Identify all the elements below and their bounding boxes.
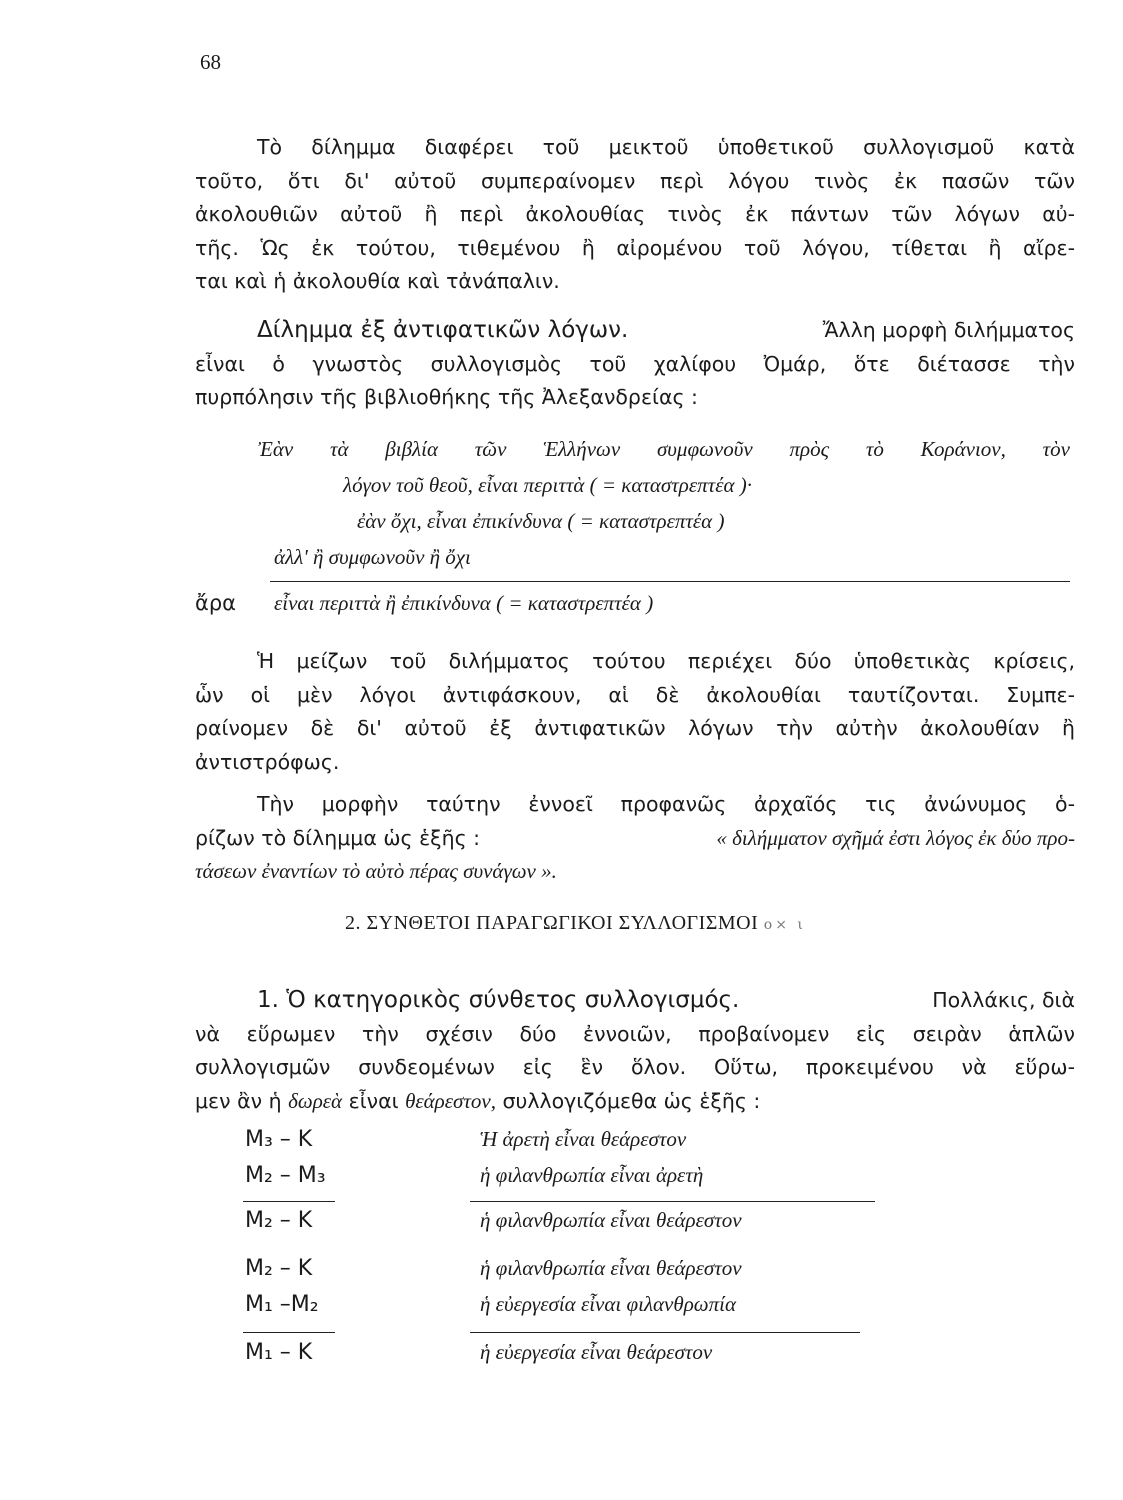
quote-fragment: « διλήμματον σχῆμά ἐστι λόγος ἐκ δύο προ- (716, 825, 1075, 850)
section-heading (345, 912, 806, 935)
inline-heading (257, 984, 739, 1018)
chain-formula: M₁ –M₂ (245, 1292, 319, 1317)
text-line: ἀντιστρόφως. (195, 749, 340, 774)
text-line: ραίνομεν δὲ δι' αὐτοῦ ἐξ ἀντιφατικῶν λόγων τὴν αὐτὴν ἀκολουθίαν ἢ (195, 716, 1075, 740)
chain-divider (243, 1332, 335, 1333)
paragraph-categorical-compound (195, 984, 1075, 1118)
text-line: νὰ εὕρωμεν τὴν σχέσιν δύο ἐννοιῶν, προβαίνομεν εἰς σειρὰν ἁπλῶν (195, 1021, 1075, 1046)
chain-formula: M₂ – M₃ (245, 1163, 326, 1188)
text-fragment: Πολλάκις, διὰ (932, 988, 1075, 1012)
paragraph-dilemma-difference (195, 131, 1075, 299)
chain-formula: M₂ – K (245, 1208, 313, 1233)
syllogism-line: ἀλλ' ἢ συμφωνοῦν ἢ ὄχι (274, 545, 471, 569)
text-line (195, 314, 1075, 348)
chain-formula: M₁ – K (245, 1340, 313, 1365)
text-line: πυρπόλησιν τῆς βιβλιοθήκης τῆς Ἀλεξανδρείας : (195, 385, 698, 409)
text-line: Τὴν μορφὴν ταύτην ἐννοεῖ προφανῶς ἀρχαῖός τις ἀνώνυμος ὁ- (257, 792, 1075, 816)
syllogism-line: ἐὰν ὄχι, εἶναι ἐπικίνδυνα ( = καταστρεπτέα ) (357, 509, 725, 533)
syllogism-divider (270, 581, 1070, 582)
syllogism-conclusion: εἶναι περιττὰ ἢ ἐπικίνδυνα ( = καταστρεπτέα ) (274, 591, 654, 615)
paragraph-major-premise (195, 645, 1075, 779)
chain-divider (243, 1201, 335, 1202)
conclusion-prefix: ἄρα (195, 591, 237, 615)
chain-statement: ἡ εὐεργεσία εἶναι θεάρεστον (480, 1340, 713, 1364)
chain-statement: ἡ φιλανθρωπία εἶναι θεάρεστον (480, 1208, 742, 1232)
paragraph-ancient-definition (195, 788, 1075, 889)
text-fragment: εἶναι (348, 1088, 399, 1113)
text-line: Ἡ μείζων τοῦ διλήμματος τούτου περιέχει δύο ὑποθετικὰς κρίσεις, (257, 649, 1075, 673)
chain-divider (470, 1332, 860, 1333)
chain-formula: M₂ – K (245, 1256, 313, 1281)
text-line: ται καὶ ἡ ἀκολουθία καὶ τἀνάπαλιν. (195, 269, 560, 293)
italic-term: θεάρεστον, (405, 1088, 496, 1113)
page-number: 68 (200, 50, 221, 74)
text-fragment: μεν ἂν ἡ (195, 1088, 282, 1113)
heading-number: 1. (257, 987, 279, 1013)
italic-term: δωρεὰ (288, 1088, 343, 1113)
text-line (195, 1085, 1075, 1119)
section-title: 2. ΣΥΝΘΕΤΟΙ ΠΑΡΑΓΩΓΙΚΟΙ ΣΥΛΛΟΓΙΣΜΟΙ (345, 912, 759, 934)
text-line: ἀκολουθιῶν αὐτοῦ ἢ περὶ ἀκολουθίας τινὸς ἐκ πάντων τῶν λόγων αὐ- (195, 202, 1075, 226)
syllogism-line: Ἐὰν τὰ βιβλία τῶν Ἑλλήνων συμφωνοῦν πρὸς τὸ Κοράνιον, τὸν (258, 437, 1070, 461)
chain-statement: ἡ φιλανθρωπία εἶναι θεάρεστον (480, 1256, 742, 1280)
text-line: τοῦτο, ὅτι δι' αὐτοῦ συμπεραίνομεν περὶ λόγου τινὸς ἐκ πασῶν τῶν (195, 168, 1075, 193)
syllogism-line: λόγον τοῦ θεοῦ, εἶναι περιττὰ ( = καταστρεπτέα )· (343, 473, 752, 497)
inline-heading: Δίλημμα ἐξ ἀντιφατικῶν λόγων. (257, 317, 629, 343)
text-line: Τὸ δίλημμα διαφέρει τοῦ μεικτοῦ ὑποθετικοῦ συλλογισμοῦ κατὰ (257, 135, 1075, 159)
text-fragment: ρίζων τὸ δίλημμα ὡς ἑξῆς : (195, 825, 481, 850)
text-fragment: Ἄλλη μορφὴ διλήμματος (822, 318, 1075, 342)
chain-statement: Ἡ ἀρετὴ εἶναι θεάρεστον (480, 1127, 687, 1151)
text-line: συλλογισμῶν συνδεομένων εἰς ἓν ὅλον. Οὕτω, προκειμένου νὰ εὕρω- (195, 1055, 1075, 1079)
text-line (195, 822, 1075, 856)
chain-formula: M₃ – K (245, 1127, 313, 1152)
chain-divider (470, 1201, 875, 1202)
text-fragment: συλλογιζόμεθα ὡς ἑξῆς : (502, 1088, 761, 1113)
chain-statement: ἡ εὐεργεσία εἶναι φιλανθρωπία (480, 1292, 736, 1316)
paragraph-contradictory-dilemma (195, 314, 1075, 415)
heading-text: Ὁ κατηγορικὸς σύνθετος συλλογισμός. (286, 987, 740, 1013)
text-line: τῆς. Ὡς ἐκ τούτου, τιθεμένου ἢ αἰρομένου τοῦ λόγου, τίθεται ἢ αἴρε- (195, 235, 1075, 260)
quote-line: τάσεων ἐναντίων τὸ αὐτὸ πέρας συνάγων ». (195, 859, 557, 883)
text-line: εἶναι ὁ γνωστὸς συλλογισμὸς τοῦ χαλίφου Ὀμάρ, ὅτε διέτασσε τὴν (195, 351, 1075, 376)
text-line (195, 984, 1075, 1018)
handwritten-note: ο× ι (763, 917, 806, 933)
text-line: ὧν οἱ μὲν λόγοι ἀντιφάσκουν, αἱ δὲ ἀκολουθίαι ταυτίζονται. Συμπε- (195, 682, 1075, 707)
chain-statement: ἡ φιλανθρωπία εἶναι ἀρετὴ (480, 1163, 704, 1187)
